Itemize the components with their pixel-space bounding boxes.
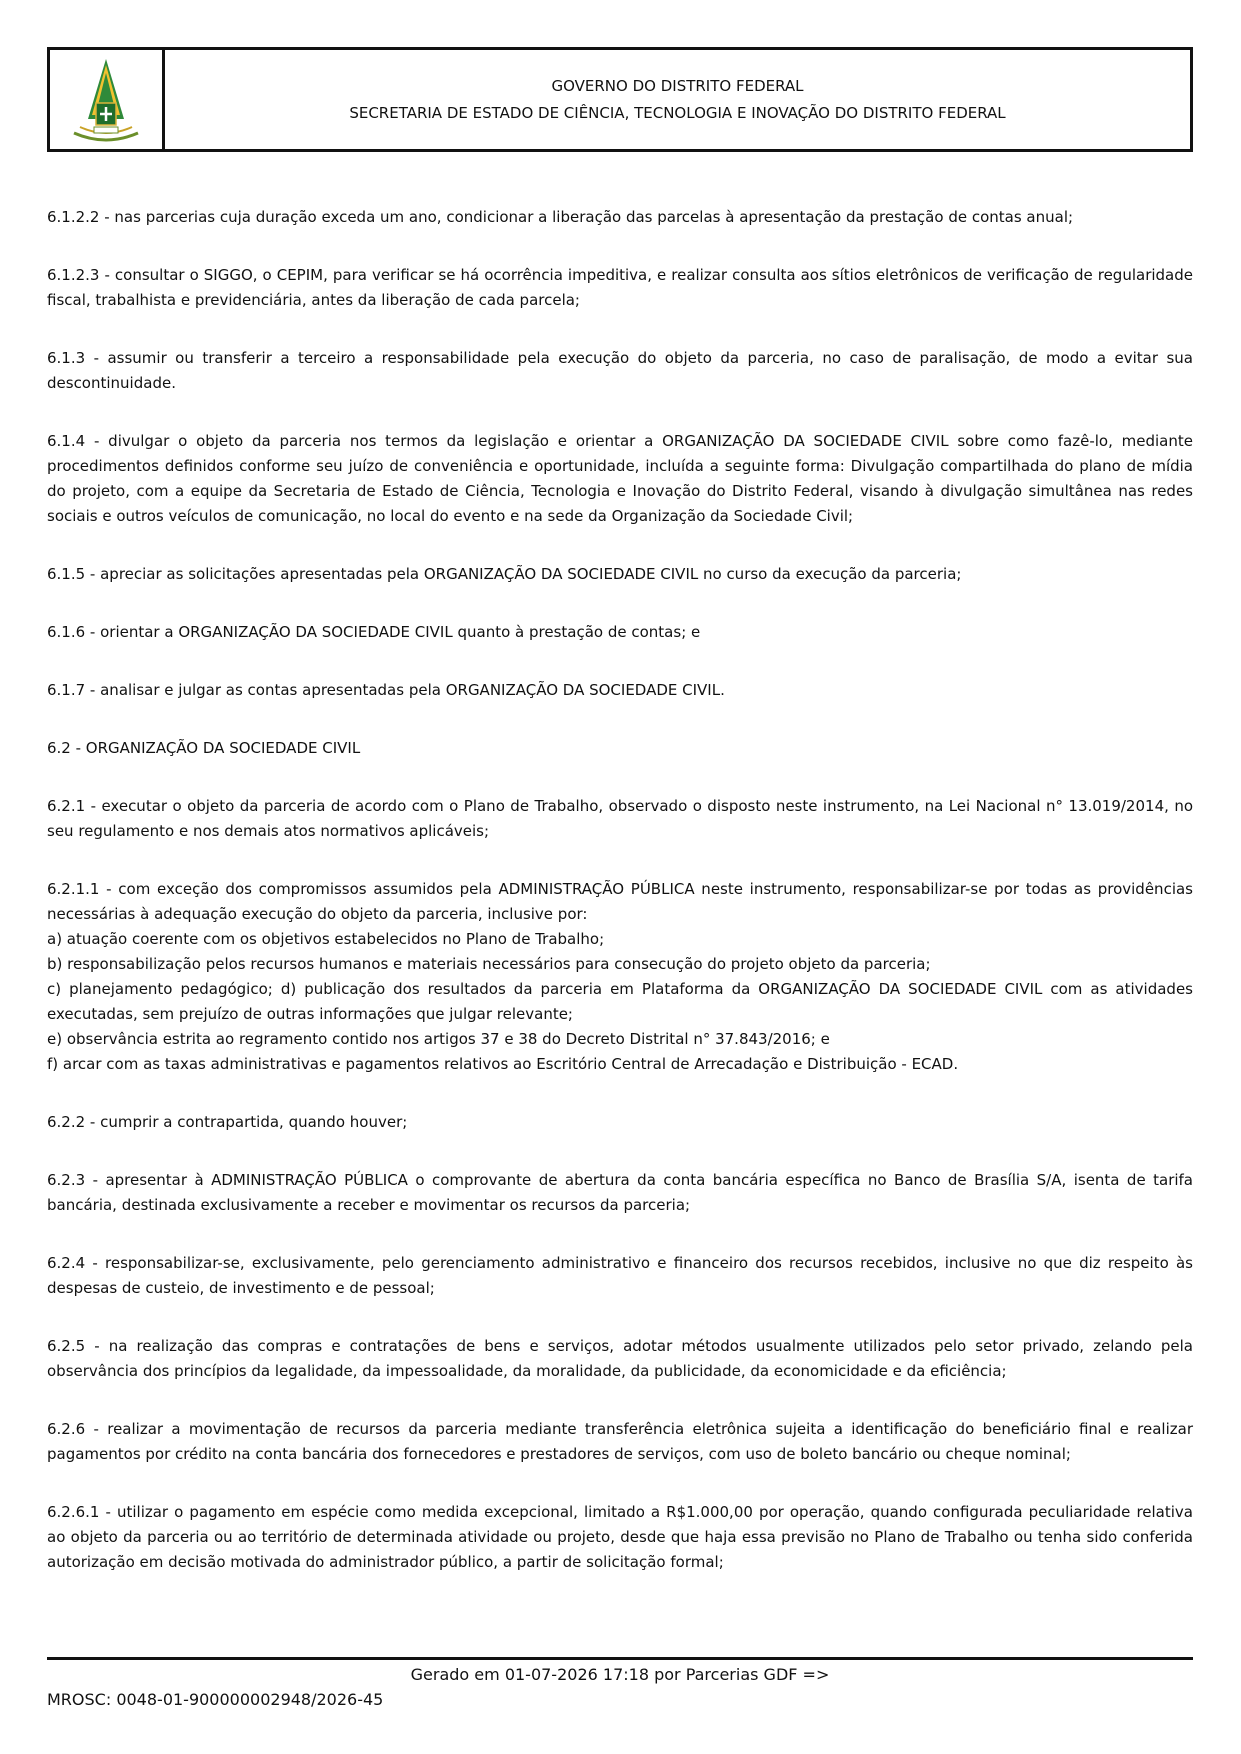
clause-item-a: a) atuação coerente com os objetivos estabelecidos no Plano de Trabalho; [47,930,605,948]
clause-6-2-3: 6.2.3 - apresentar à ADMINISTRAÇÃO PÚBLICA o comprovante de abertura da conta bancária específica no Banco de Brasília S/A, isenta de tarifa bancária, destinada exclusivamente a receber e movimentar os recursos da parceria; [47,1171,1193,1214]
clause-item-f: f) arcar com as taxas administrativas e pagamentos relativos ao Escritório Central de Arrecadação e Distribuição - ECAD. [47,1055,959,1073]
clause-6-1-4: 6.1.4 - divulgar o objeto da parceria nos termos da legislação e orientar a ORGANIZAÇÃO DA SOCIEDADE CIVIL sobre como fazê-lo, mediante procedimentos definidos conforme seu juízo de conveniência e oportunidade, incluída a seguinte forma: Divulgação compartilhada do plano de mídia do projeto, com a equipe da Secretaria de Estado de Ciência, Tecnologia e Inovação do Distrito Federal, visando à divulgação simultânea nas redes sociais e outros veículos de comunicação, no local do evento e na sede da Organização da Sociedade Civil; [47,432,1193,525]
clause-6-1-6: 6.1.6 - orientar a ORGANIZAÇÃO DA SOCIEDADE CIVIL quanto à prestação de contas; e [47,623,701,641]
document-body [47,205,1193,1608]
header-government: GOVERNO DO DISTRITO FEDERAL [551,76,804,95]
section-6-2-heading: 6.2 - ORGANIZAÇÃO DA SOCIEDADE CIVIL [47,739,361,757]
footer-generated: Gerado em 01-07-2026 17:18 por Parcerias GDF => [410,1665,830,1684]
clause-6-2-1: 6.2.1 - executar o objeto da parceria de acordo com o Plano de Trabalho, observado o disposto neste instrumento, na Lei Nacional n° 13.019/2014, no seu regulamento e nos demais atos normativos aplicáveis; [47,797,1193,840]
clause-6-1-5: 6.1.5 - apreciar as solicitações apresentadas pela ORGANIZAÇÃO DA SOCIEDADE CIVIL no curso da execução da parceria; [47,565,962,583]
clause-6-1-2-3: 6.1.2.3 - consultar o SIGGO, o CEPIM, para verificar se há ocorrência impeditiva, e realizar consulta aos sítios eletrônicos de verificação de regularidade fiscal, trabalhista e previdenciária, antes da liberação de cada parcela; [47,266,1193,309]
clause-6-1-7: 6.1.7 - analisar e julgar as contas apresentadas pela ORGANIZAÇÃO DA SOCIEDADE CIVIL. [47,681,725,699]
clause-6-2-1-1 [47,877,1193,1077]
clause-6-2-6-1: 6.2.6.1 - utilizar o pagamento em espécie como medida excepcional, limitado a R$1.000,00 por operação, quando configurada peculiaridade relativa ao objeto da parceria ou ao território de determinada atividade ou projeto, desde que haja essa previsão no Plano de Trabalho ou tenha sido conferida autorização em decisão motivada do administrador público, a partir de solicitação formal; [47,1503,1193,1571]
clause-6-2-1-1-intro: 6.2.1.1 - com exceção dos compromissos assumidos pela ADMINISTRAÇÃO PÚBLICA neste instrumento, responsabilizar-se por todas as providências necessárias à adequação execução do objeto da parceria, inclusive por: [47,880,1193,923]
header-title-block [165,50,1190,149]
document-header [47,47,1193,152]
clause-6-1-2-2: 6.1.2.2 - nas parcerias cuja duração exceda um ano, condicionar a liberação das parcelas à apresentação da prestação de contas anual; [47,208,1074,226]
footer-mrosc-id: MROSC: 0048-01-900000002948/2026-45 [47,1690,384,1709]
clause-6-1-3: 6.1.3 - assumir ou transferir a terceiro a responsabilidade pela execução do objeto da parceria, no caso de paralisação, de modo a evitar sua descontinuidade. [47,349,1193,392]
clause-6-2-5: 6.2.5 - na realização das compras e contratações de bens e serviços, adotar métodos usualmente utilizados pelo setor privado, zelando pela observância dos princípios da legalidade, da impessoalidade, da moralidade, da publicidade, da economicidade e da eficiência; [47,1337,1193,1380]
clause-item-b: b) responsabilização pelos recursos humanos e materiais necessários para consecução do projeto objeto da parceria; [47,955,931,973]
gdf-coat-of-arms-icon [66,55,146,145]
clause-6-2-4: 6.2.4 - responsabilizar-se, exclusivamente, pelo gerenciamento administrativo e financeiro dos recursos recebidos, inclusive no que diz respeito às despesas de custeio, de investimento e de pessoal; [47,1254,1193,1297]
logo-cell [50,50,165,149]
clause-6-2-2: 6.2.2 - cumprir a contrapartida, quando houver; [47,1113,408,1131]
clause-item-c-d: c) planejamento pedagógico; d) publicação dos resultados da parceria em Plataforma da ORGANIZAÇÃO DA SOCIEDADE CIVIL com as atividades executadas, sem prejuízo de outras informações que julgar relevante; [47,980,1193,1023]
footer-divider [47,1657,1193,1660]
clause-item-e: e) observância estrita ao regramento contido nos artigos 37 e 38 do Decreto Distrital n° 37.843/2016; e [47,1030,830,1048]
clause-6-2-6: 6.2.6 - realizar a movimentação de recursos da parceria mediante transferência eletrônica sujeita a identificação do beneficiário final e realizar pagamentos por crédito na conta bancária dos fornecedores e prestadores de serviços, com uso de boleto bancário ou cheque nominal; [47,1420,1193,1463]
header-secretariat: SECRETARIA DE ESTADO DE CIÊNCIA, TECNOLOGIA E INOVAÇÃO DO DISTRITO FEDERAL [349,103,1006,122]
